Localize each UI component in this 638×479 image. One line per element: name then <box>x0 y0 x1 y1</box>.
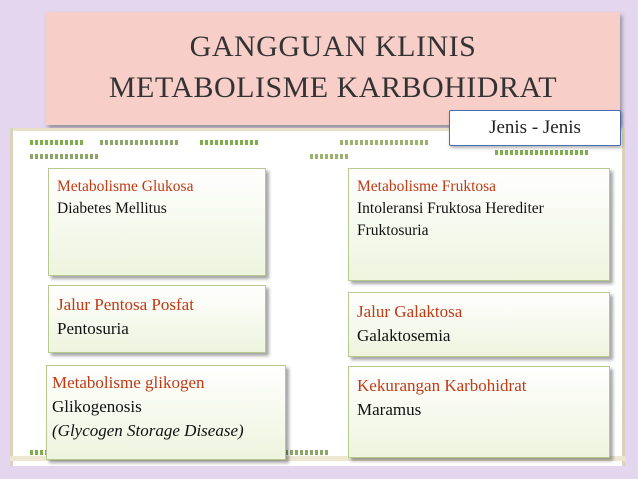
decor-dash <box>310 154 350 159</box>
box-item: Intoleransi Fruktosa Herediter <box>357 200 544 217</box>
box-heading: Metabolisme Fruktosa <box>357 178 497 195</box>
decor-dash <box>340 140 430 145</box>
box-heading: Kekurangan Karbohidrat <box>357 376 527 395</box>
box-item: Maramus <box>357 400 422 419</box>
box-item: Galaktosemia <box>357 326 451 345</box>
box-jalur-galaktosa <box>348 292 610 357</box>
category-tag: Jenis - Jenis <box>449 110 621 146</box>
box-item: (Glycogen Storage Disease) <box>52 421 244 440</box>
decor-dash <box>495 150 590 155</box>
page-title-line-2: METABOLISME KARBOHIDRAT <box>108 71 558 104</box>
box-item: Pentosuria <box>57 319 129 338</box>
box-heading: Jalur Galaktosa <box>357 302 463 321</box>
decor-dash <box>200 140 260 145</box>
box-heading: Metabolisme Glukosa <box>57 178 194 195</box>
box-item: Diabetes Mellitus <box>57 200 167 217</box>
title-banner <box>46 12 620 125</box>
frame-line-left <box>10 128 13 466</box>
box-metabolisme-glikogen <box>46 365 286 460</box>
decor-dash <box>30 140 85 145</box>
box-jalur-pentosa-posfat <box>48 285 266 353</box>
page-title <box>46 26 620 108</box>
box-heading: Metabolisme glikogen <box>52 373 205 392</box>
decor-dash <box>30 154 100 159</box>
frame-line-right <box>622 128 625 466</box>
box-item: Glikogenosis <box>52 397 142 416</box>
box-kekurangan-karbohidrat <box>348 366 610 458</box>
box-metabolisme-glukosa <box>48 168 266 276</box>
box-item: Fruktosuria <box>357 222 429 239</box>
page-title-line-1: GANGGUAN KLINIS <box>189 30 477 63</box>
box-heading: Jalur Pentosa Posfat <box>57 295 194 314</box>
decor-dash <box>100 140 180 145</box>
box-metabolisme-fruktosa <box>348 168 610 281</box>
